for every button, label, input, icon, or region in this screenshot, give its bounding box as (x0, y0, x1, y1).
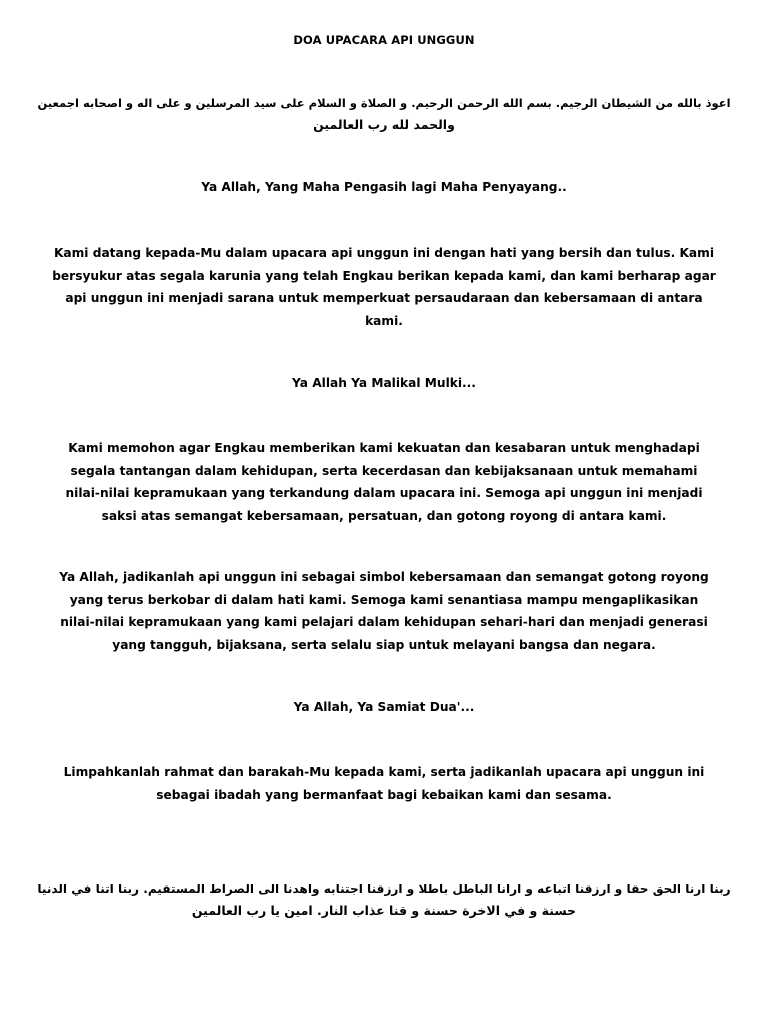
arabic-line: والحمد لله رب العالمين (313, 117, 455, 132)
invocation-text: Ya Allah, Ya Samiat Dua'... (293, 700, 475, 714)
paragraph-line: yang terus berkobar di dalam hati kami. Semoga kami senantiasa mampu mengaplikasikan (69, 592, 699, 607)
paragraph-line: kami. (365, 313, 403, 328)
paragraph-line: nilai-nilai kepramukaan yang kami pelajari dalam kehidupan sehari-hari dan menjadi generasi (60, 615, 708, 629)
arabic-line: ربنا ارنا الحق حقا و ارزقنا اتباعه و ارانا الباطل باطلا و ارزقنا اجتنابه واهدنا الى الصراط المستقيم. ربنا اتنا في الدنيا (37, 882, 731, 896)
invocation-heading (36, 176, 732, 199)
invocation-heading (36, 372, 732, 395)
prayer-paragraph-2 (36, 437, 732, 527)
invocation-text: Ya Allah Ya Malikal Mulki... (292, 376, 476, 390)
paragraph-line: yang tangguh, bijaksana, serta selalu siap untuk melayani bangsa dan negara. (112, 637, 656, 652)
paragraph-line: Kami datang kepada-Mu dalam upacara api unggun ini dengan hati yang bersih dan tulus. Kami (53, 246, 715, 260)
paragraph-line: bersyukur atas segala karunia yang telah Engkau berikan kepada kami, dan kami berharap agar (52, 268, 716, 283)
prayer-paragraph-1 (36, 242, 732, 332)
paragraph-line: Ya Allah, jadikanlah api unggun ini sebagai simbol kebersamaan dan semangat gotong royong (59, 570, 709, 584)
invocation-heading (36, 696, 732, 719)
arabic-line: حسنة و في الاخرة حسنة و قنا عذاب النار. امين يا رب العالمين (191, 903, 577, 918)
paragraph-line: saksi atas semangat kebersamaan, persatuan, dan gotong royong di antara kami. (101, 508, 667, 523)
paragraph-line: api unggun ini menjadi sarana untuk memperkuat persaudaraan dan kebersamaan di antara (65, 291, 703, 305)
prayer-paragraph-3 (36, 566, 732, 656)
arabic-line: اعوذ بالله من الشيطان الرجيم. بسم الله الرحمن الرحيم. و الصلاة و السلام على سيد المرسلين و على اله و اصحابه اجمعين (37, 96, 731, 110)
paragraph-line: segala tantangan dalam kehidupan, serta kecerdasan dan kebijaksanaan untuk memahami (70, 463, 698, 478)
paragraph-line: Kami memohon agar Engkau memberikan kami kekuatan dan kesabaran untuk menghadapi (68, 441, 700, 455)
opening-arabic-prayer (36, 92, 732, 136)
paragraph-line: sebagai ibadah yang bermanfaat bagi kebaikan kami dan sesama. (156, 787, 612, 802)
document-title: DOA UPACARA API UNGGUN (293, 33, 475, 47)
closing-arabic-prayer (36, 878, 732, 922)
invocation-text: Ya Allah, Yang Maha Pengasih lagi Maha Penyayang.. (201, 180, 567, 194)
paragraph-line: Limpahkanlah rahmat dan barakah-Mu kepada kami, serta jadikanlah upacara api unggun ini (63, 765, 705, 779)
prayer-paragraph-4 (36, 761, 732, 806)
paragraph-line: nilai-nilai kepramukaan yang terkandung dalam upacara ini. Semoga api unggun ini menjadi (65, 486, 703, 500)
